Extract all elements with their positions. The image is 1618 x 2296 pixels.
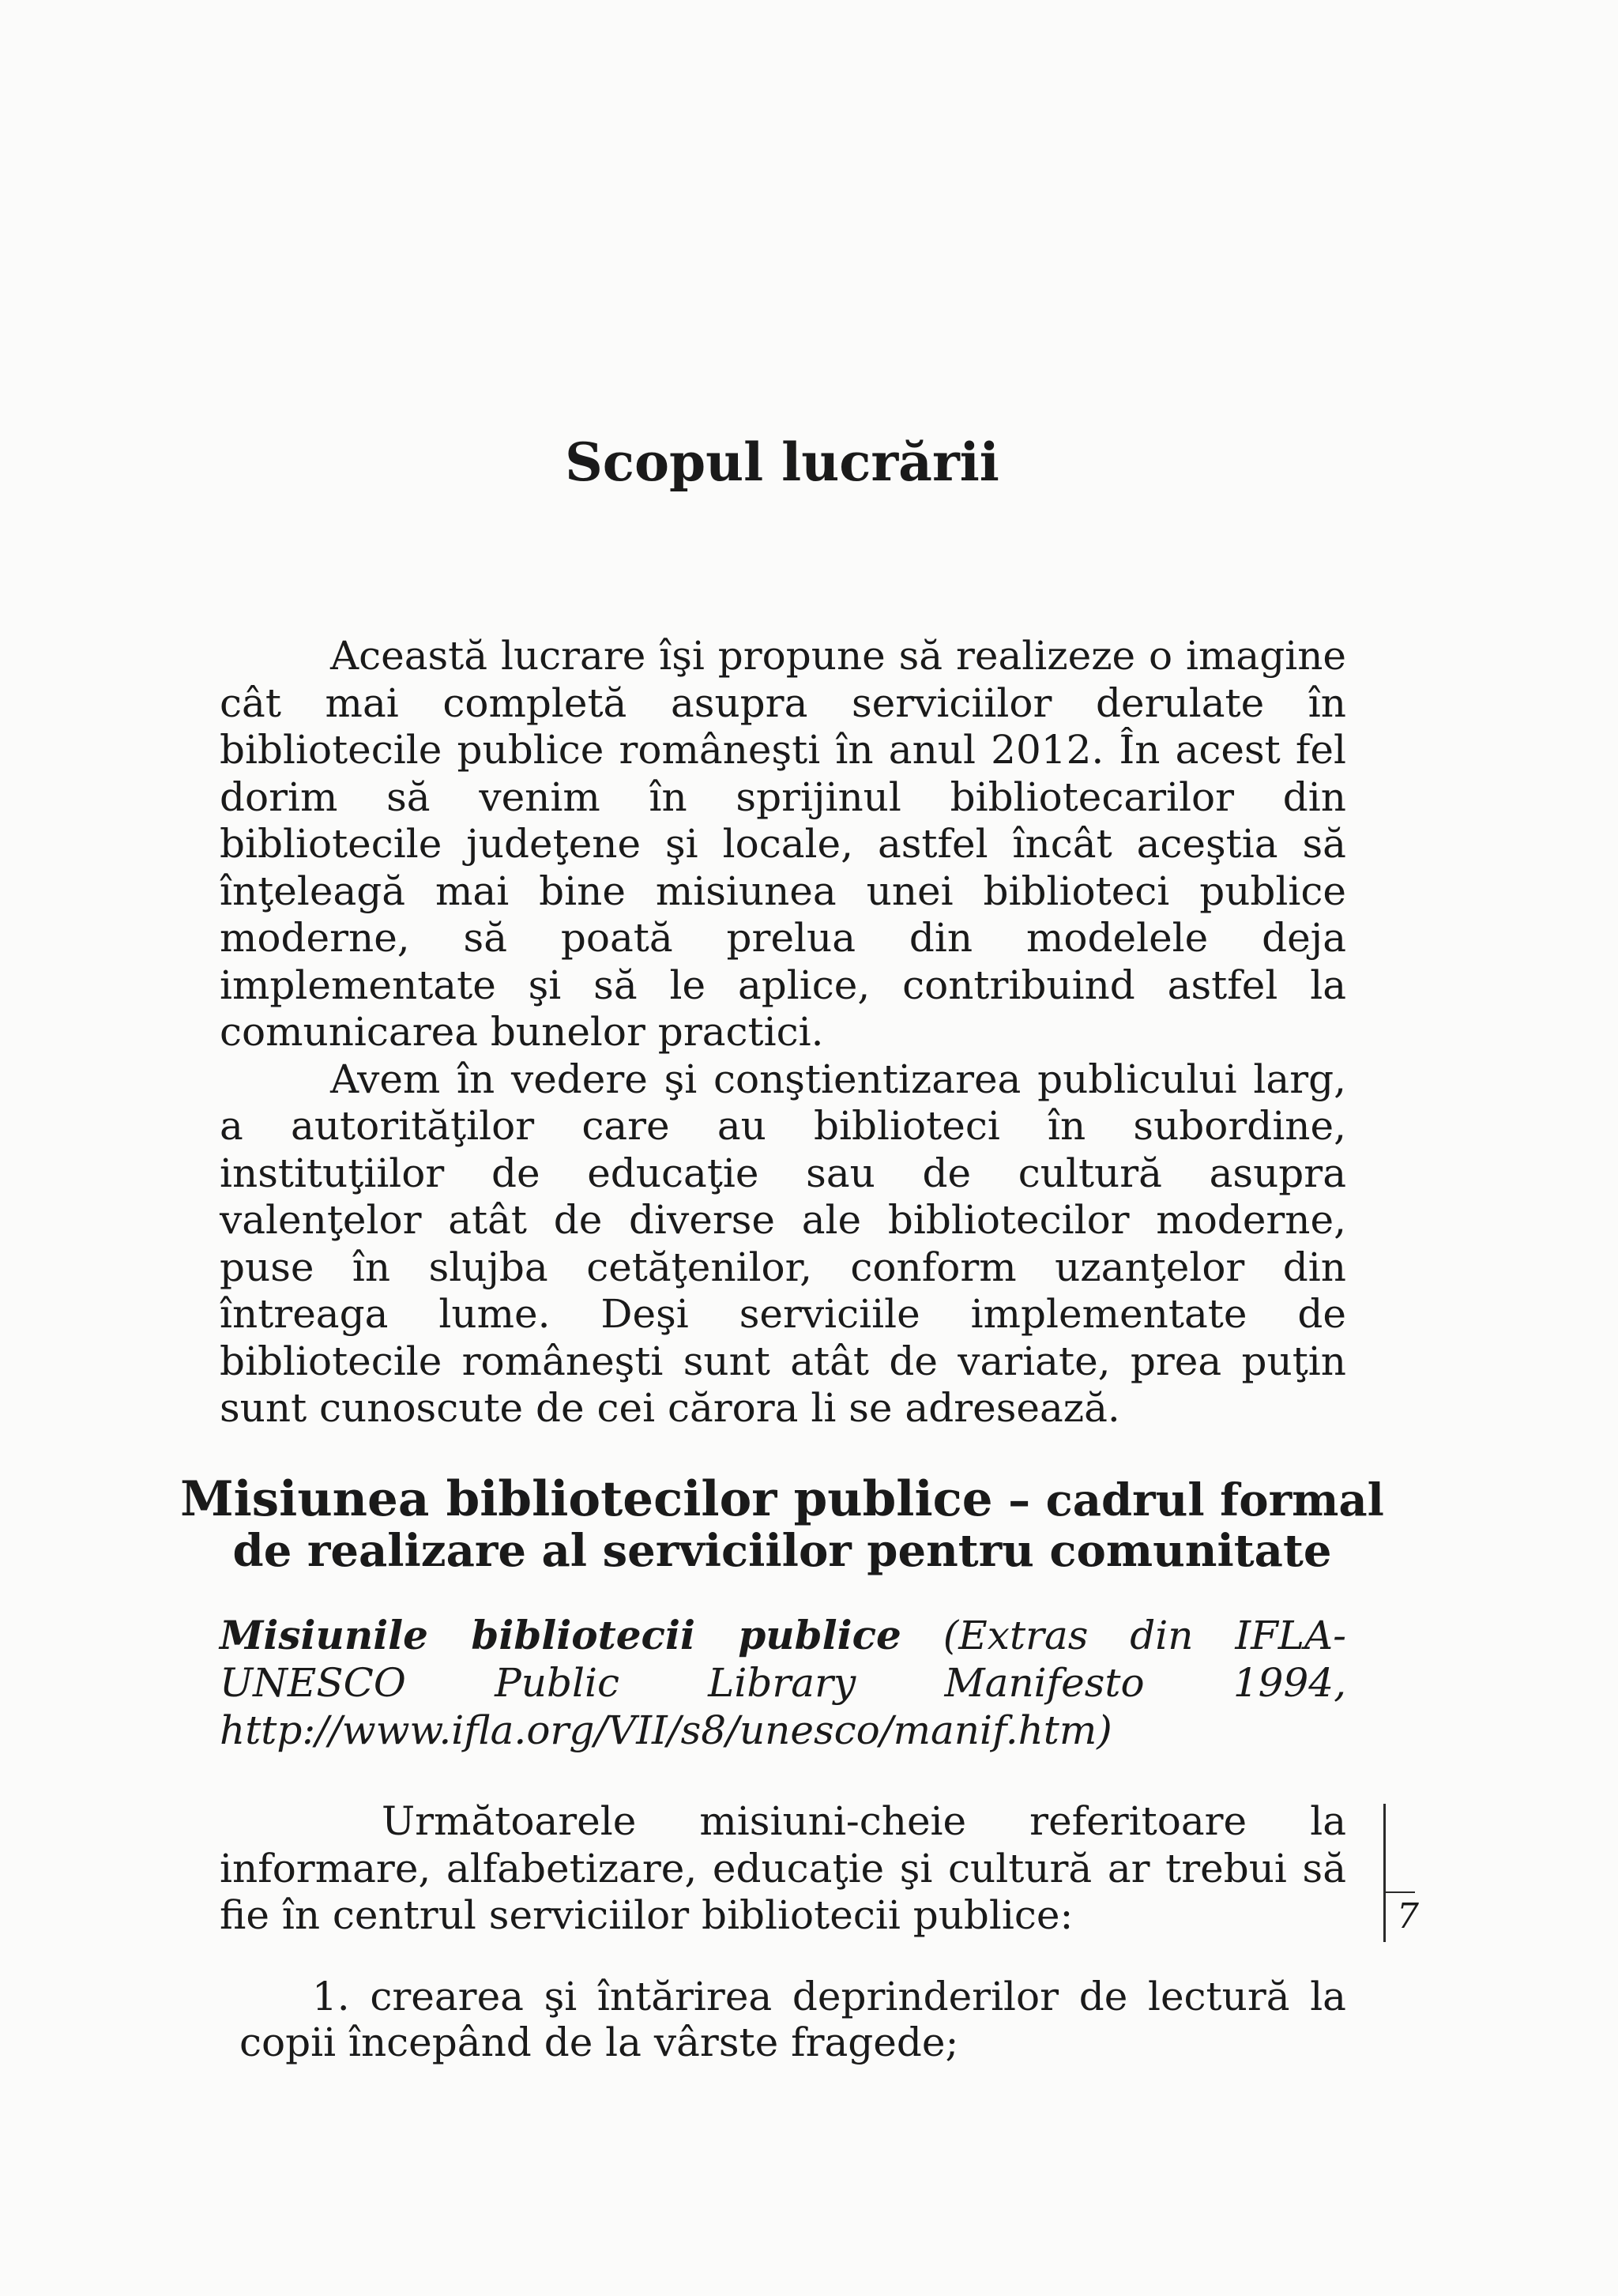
section-heading-line2: de realizare al serviciilor pentru comunitate	[232, 1525, 1332, 1577]
intro-paragraph-2: Avem în vedere şi conştientizarea publicului larg, a autorităţilor care au biblioteci în subordine, instituţiilor de educaţie sau de cultură asupra valenţelor atât de diverse ale bibliotecilor moderne, puse în slujba cetăţenilor, conform uzanţelor din întreaga lume. Deşi serviciile implementate de bibliotecile româneşti sunt atât de variate, prea puţin sunt cunoscute de cei cărora li se adresează.	[220, 1056, 1346, 1431]
section-heading-dash: –	[992, 1474, 1046, 1526]
section-heading-rest: cadrul formal	[1045, 1474, 1384, 1526]
list-item	[239, 1974, 1346, 2065]
missions-intro: Următoarele misiuni-cheie referitoare la informare, alfabetizare, educaţie şi cultură ar trebui să fie în centrul serviciilor bibliotecii publice:	[220, 1798, 1346, 1938]
folio-rule-vertical	[1383, 1804, 1386, 1942]
manifesto-source: (Extras din IFLA-UNESCO Public Library Manifesto 1994, http://www.ifla.org/VII/s8/unesco/manif.htm)	[220, 1613, 1346, 1753]
manifesto-title: Misiunile bibliotecii publice	[220, 1612, 901, 1658]
intro-section	[220, 633, 1346, 1432]
list-item-number: 1.	[312, 1974, 350, 2019]
page-number: 7	[1397, 1896, 1419, 1937]
section-heading-bold: Misiunea bibliotecilor publice	[180, 1471, 993, 1527]
list-item-text: crearea şi întărirea deprinderilor de lectură la copii începând de la vârste fragede;	[239, 1974, 1346, 2065]
section-heading	[0, 1471, 1564, 1577]
page-title: Scopul lucrării	[565, 431, 999, 493]
manifesto-citation	[220, 1612, 1346, 1754]
intro-paragraph-1: Această lucrare îşi propune să realizeze o imagine cât mai completă asupra serviciilor derulate în bibliotecile publice româneşti în anul 2012. În acest fel dorim să venim în sprijinul bibliotecarilor din bibliotecile judeţene şi locale, astfel încât aceştia să înţeleagă mai bine misiunea unei biblioteci publice moderne, să poată prelua din modelele deja implementate şi să le aplice, contribuind astfel la comunicarea bunelor practici.	[220, 633, 1346, 1055]
missions-intro-section	[220, 1798, 1346, 1940]
